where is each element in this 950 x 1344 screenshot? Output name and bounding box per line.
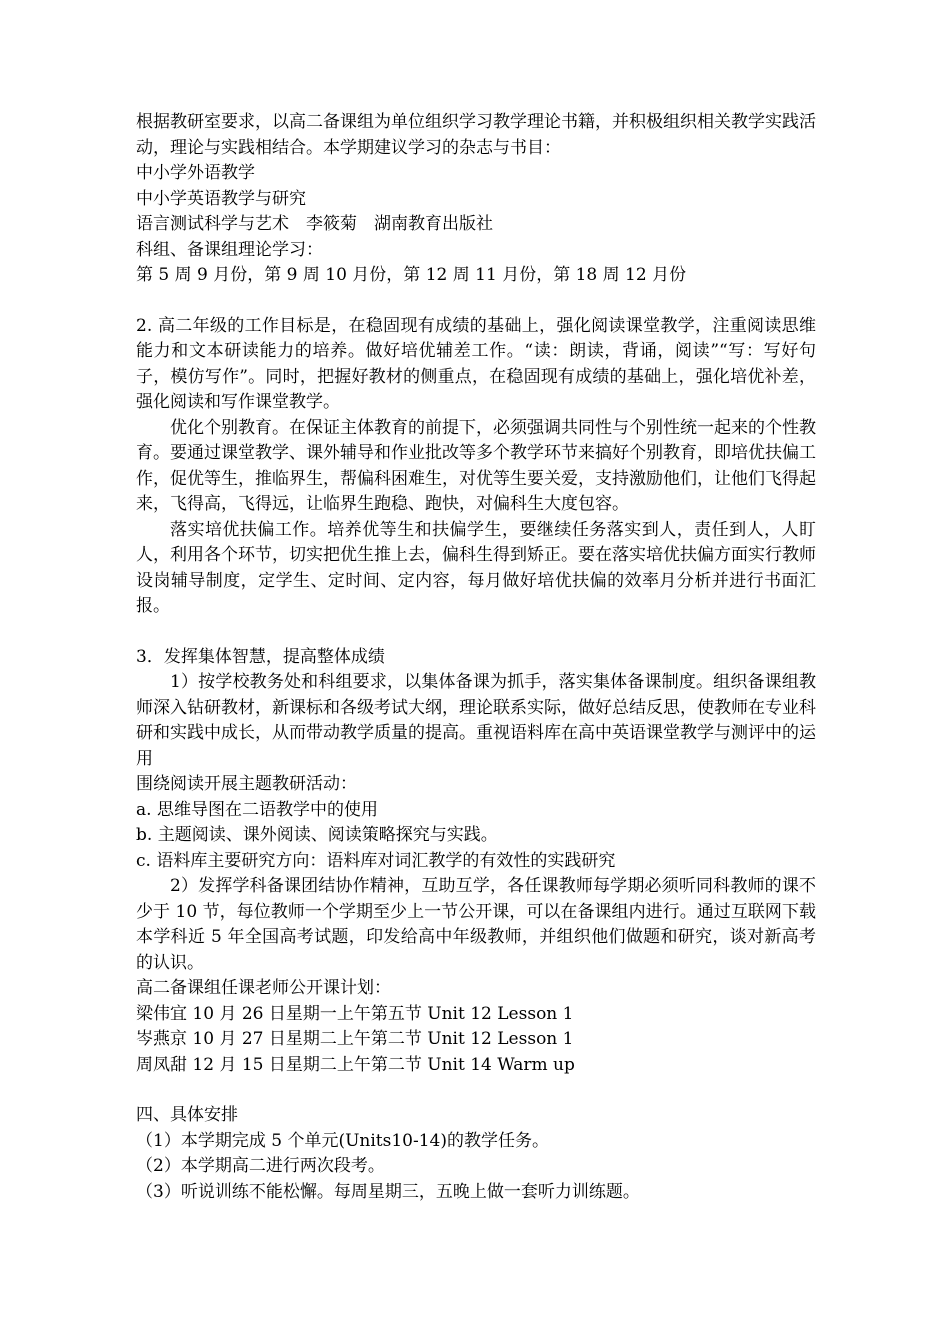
study-title: 科组、备课组理论学习： — [136, 239, 323, 260]
plan-title: 高二备课组任课老师公开课计划： — [136, 978, 391, 998]
book-item: 中小学英语教学与研究 — [136, 188, 306, 209]
section2-paragraph: 优化个别教育。在保证主体教育的前提下，必须强调共同性与个别性统一起来的个性教育。要通过课堂教学、课外辅导和作业批改等多个教学环节来搞好个别教育，即培优扶偏工作，促优等生，推临界生，帮偏科困难生，对优等生要关爱，支持激励他们，让他们飞得起来，飞得高，飞得远，让临界生跑稳、跑快，对偏科生大度包容。 — [136, 417, 816, 514]
activity-item: b. 主题阅读、课外阅读、阅读策略探究与实践。 — [136, 825, 498, 845]
study-schedule: 第 5 周 9 月份，第 9 周 10 月份，第 12 周 11 月份，第 18 周 12 月份 — [136, 265, 687, 285]
section2-paragraph: 2. 高二年级的工作目标是，在稳固现有成绩的基础上，强化阅读课堂教学，注重阅读思维能力和文本研读能力的培养。做好培优辅差工作。“读：朗读，背诵，阅读”“写：写好句子，模仿写作”。同时，把握好教材的侧重点，在稳固现有成绩的基础上，强化培优补差，强化阅读和写作课堂教学。 — [136, 315, 816, 412]
schedule-item: （1）本学期完成 5 个单元(Units10-14)的教学任务。 — [136, 1130, 549, 1151]
document-page — [136, 110, 816, 1205]
intro-paragraph: 根据教研室要求，以高二备课组为单位组织学习教学理论书籍，并积极组织相关教学实践活动，理论与实践相结合。本学期建议学习的杂志与书目： — [136, 112, 816, 158]
spacer — [136, 289, 816, 314]
section2-paragraph: 落实培优扶偏工作。培养优等生和扶偏学生，要继续任务落实到人，责任到人，人盯人，利用各个环节，切实把优生推上去，偏科生得到矫正。要在落实培优扶偏方面实行教师设岗辅导制度，定学生、定时间、定内容，每月做好培优扶偏的效率月分析并进行书面汇报。 — [136, 519, 816, 616]
activity-item: a. 思维导图在二语教学中的使用 — [136, 799, 378, 820]
section4-title: 四、具体安排 — [136, 1105, 238, 1125]
spacer — [136, 1078, 816, 1103]
activities-title: 围绕阅读开展主题教研活动： — [136, 774, 357, 794]
book-item: 语言测试科学与艺术 李筱菊 湖南教育出版社 — [136, 214, 493, 234]
schedule-item: （2）本学期高二进行两次段考。 — [136, 1156, 385, 1176]
plan-item: 梁伟宜 10 月 26 日星期一上午第五节 Unit 12 Lesson 1 — [136, 1003, 574, 1024]
section3-title: 3．发挥集体智慧，提高整体成绩 — [136, 646, 385, 667]
plan-item: 岑燕京 10 月 27 日星期二上午第二节 Unit 12 Lesson 1 — [136, 1029, 574, 1049]
plan-item: 周凤甜 12 月 15 日星期二上午第二节 Unit 14 Warm up — [136, 1054, 575, 1075]
section3-paragraph: 2）发挥学科备课团结协作精神，互助互学，各任课教师每学期必须听同科教师的课不少于 10 节，每位教师一个学期至少上一节公开课，可以在备课组内进行。通过互联网下载本学科近 5 年全国高考试题，印发给高中年级教师，并组织他们做题和研究，谈对新高考的认识。 — [136, 876, 816, 973]
section3-paragraph: 1）按学校教务处和科组要求，以集体备课为抓手，落实集体备课制度。组织备课组教师深入钻研教材，新课标和各级考试大纲，理论联系实际，做好总结反思，使教师在专业科研和实践中成长，从而带动教学质量的提高。重视语料库在高中英语课堂教学与测评中的运用 — [136, 672, 816, 769]
book-item: 中小学外语教学 — [136, 163, 255, 183]
schedule-item: （3）听说训练不能松懈。每周星期三，五晚上做一套听力训练题。 — [136, 1181, 640, 1202]
spacer — [136, 620, 816, 645]
activity-item: c. 语料库主要研究方向：语料库对词汇教学的有效性的实践研究 — [136, 850, 616, 871]
